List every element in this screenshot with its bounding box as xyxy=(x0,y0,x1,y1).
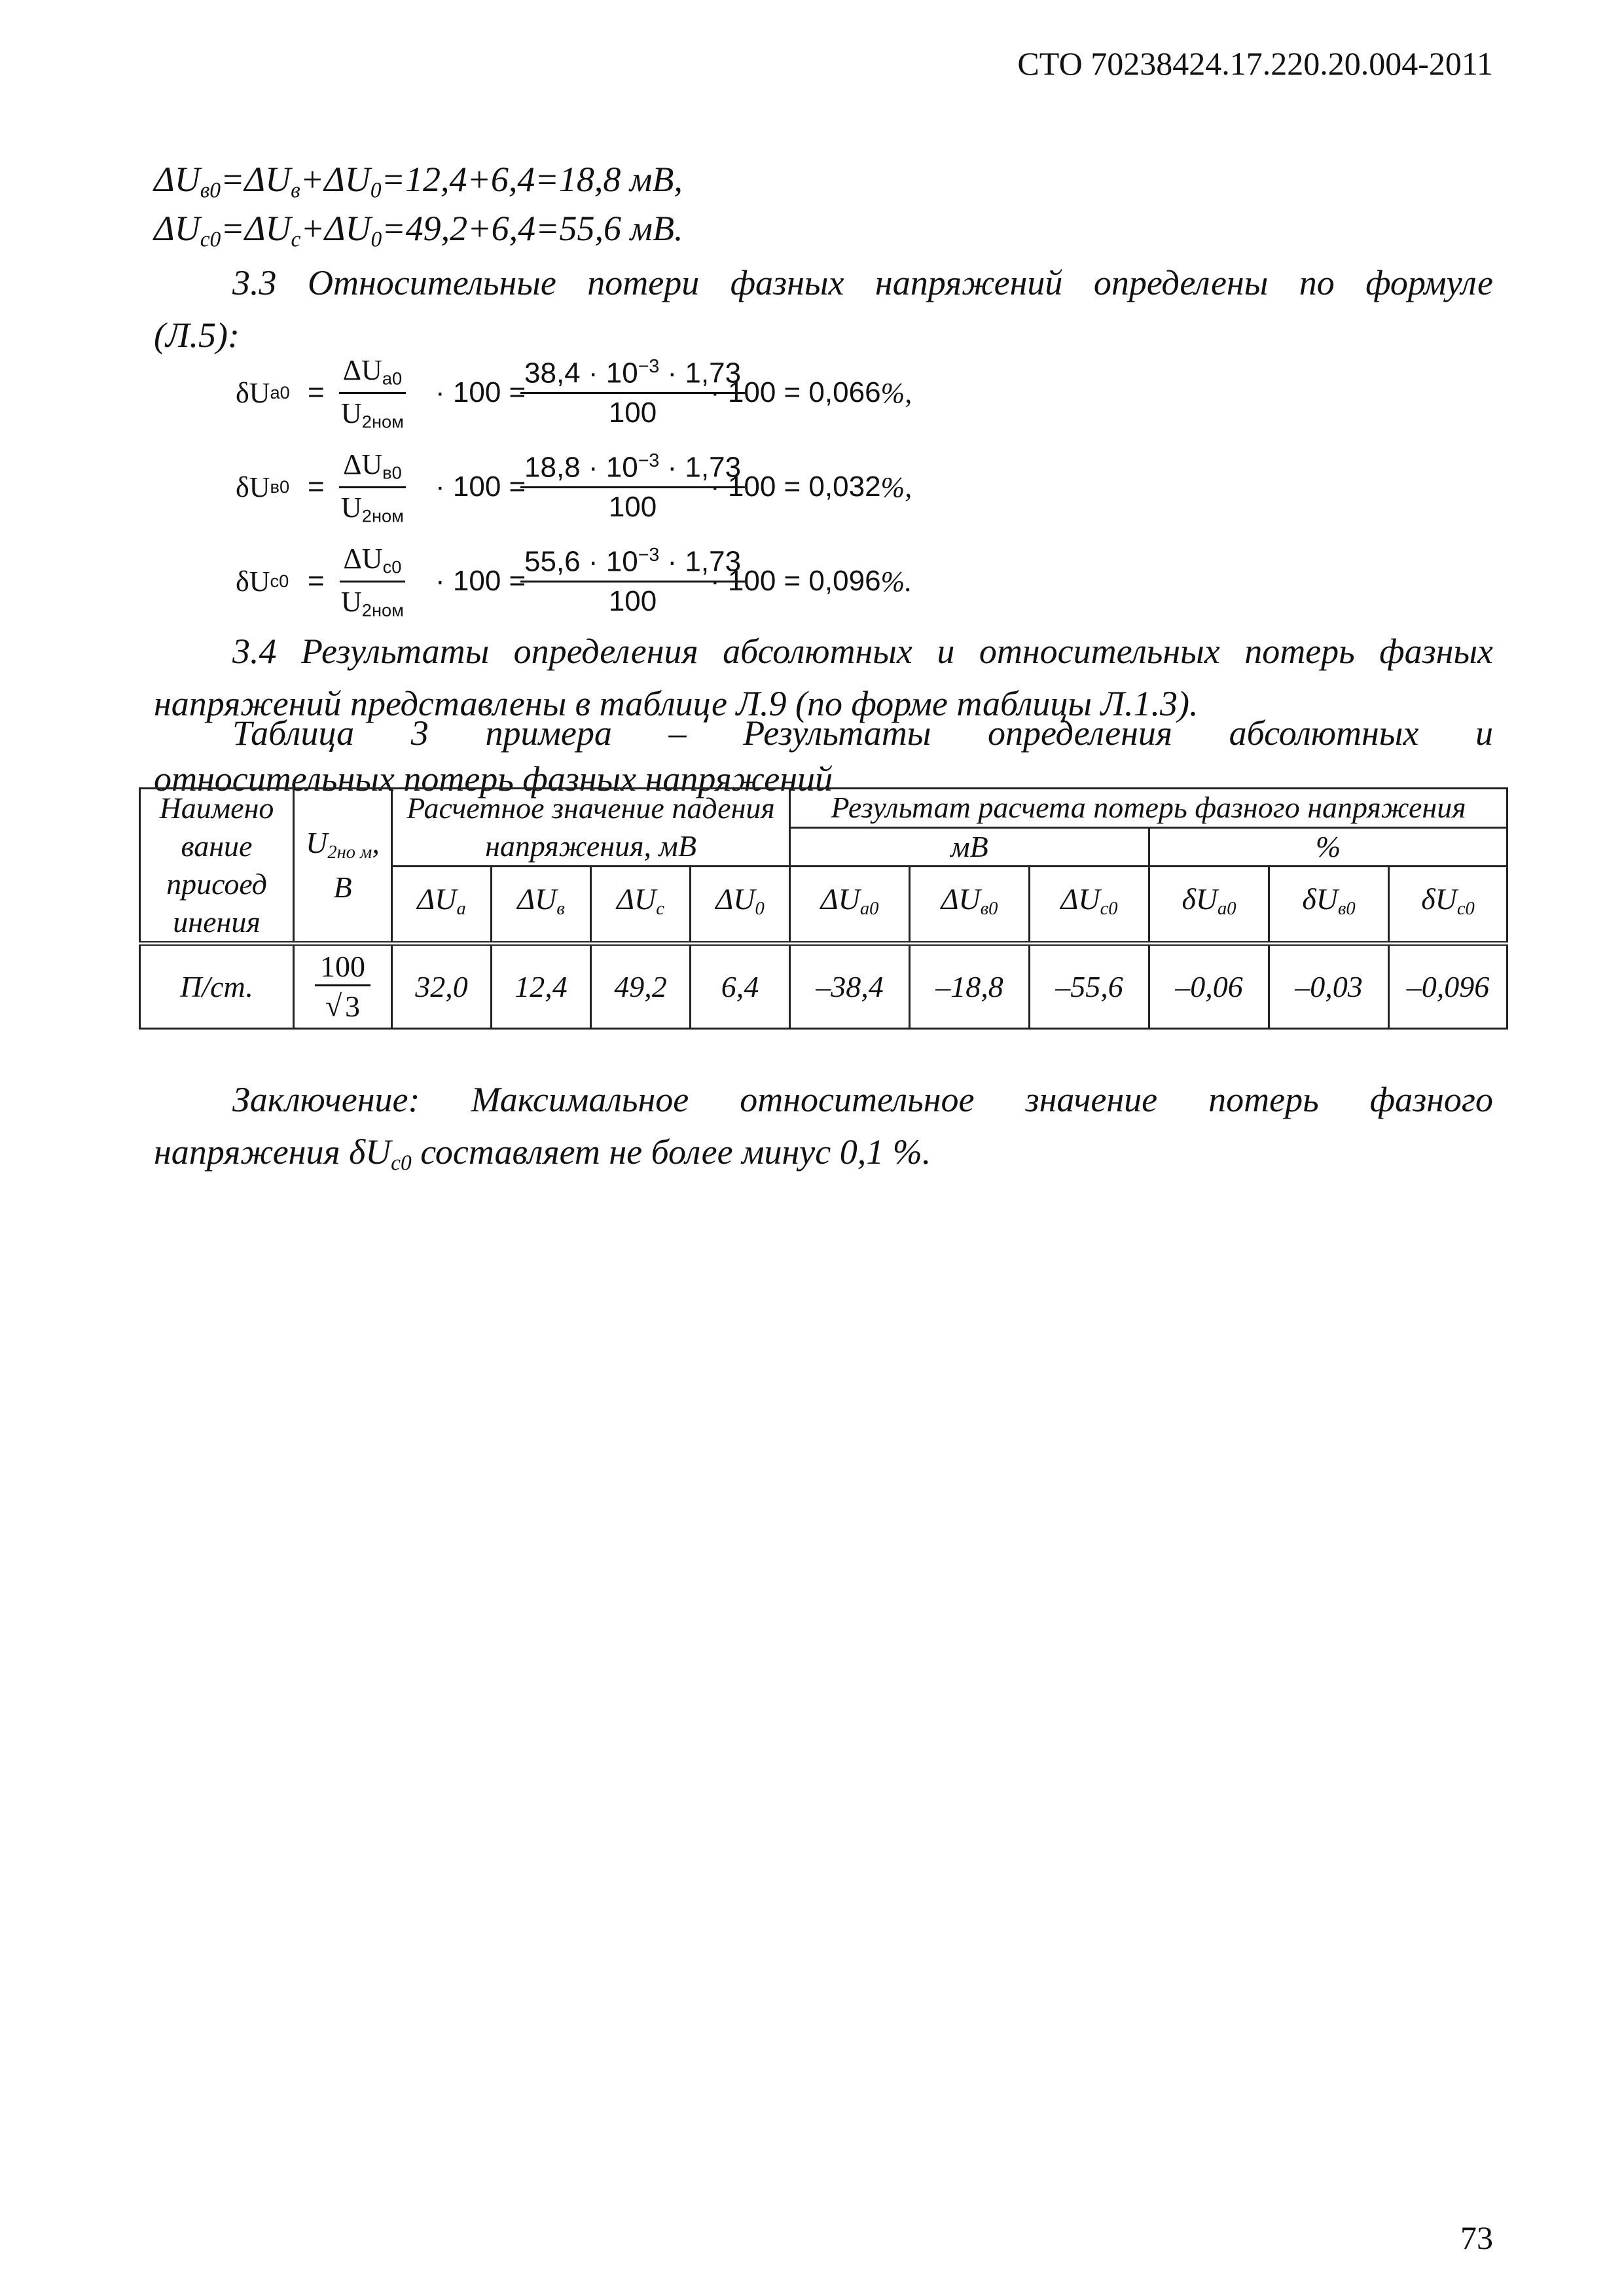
equals: = xyxy=(308,376,325,408)
equals: = xyxy=(308,471,325,503)
header-mv: мВ xyxy=(790,827,1149,867)
symbol: ΔU xyxy=(324,209,371,248)
header-calculated: Расчетное значение падения напряжения, мВ xyxy=(392,789,790,867)
table-cell: –55,6 xyxy=(1030,944,1149,1029)
conclusion xyxy=(154,1073,1493,1189)
document-code: СТО 70238424.17.220.20.004-2011 xyxy=(1017,45,1493,82)
formula-b0 xyxy=(236,441,1021,533)
subscript: 0 xyxy=(370,178,382,203)
header-result: Результат расчета потерь фазного напряжения xyxy=(790,789,1507,828)
subscript: в0 xyxy=(200,178,221,203)
conclusion-line: напряжения $\delta U_{с0}$ составляет не более минус 0,1 %. xyxy=(154,1132,931,1175)
col-header: $\Delta U_0$ xyxy=(691,867,790,944)
formula-lhs: δU в0 xyxy=(236,471,290,503)
symbol: ΔU xyxy=(244,160,291,199)
fraction: $\frac{\Delta U_{а0}}{U_{2ном}}$ xyxy=(337,347,408,439)
symbol: ΔU xyxy=(244,209,291,248)
col-header: $\delta U_{в0}$ xyxy=(1269,867,1389,944)
equals: = xyxy=(308,565,325,597)
header-name: Наимено вание присоед инения xyxy=(140,789,294,944)
results-table xyxy=(139,787,1508,1030)
symbol: ΔU xyxy=(154,160,200,199)
conclusion-line: Заключение: Максимальное относительное значение потерь фазного xyxy=(232,1080,1493,1119)
equation-line xyxy=(154,208,683,252)
table-cell: 6,4 xyxy=(691,944,790,1029)
formula-lhs: δU а0 xyxy=(236,376,290,409)
multiplier: · 100 = xyxy=(435,471,526,503)
symbol: ΔU xyxy=(324,160,370,199)
equals: = xyxy=(221,209,245,248)
caption-line: Таблица 3 примера – Результаты определения абсолютных и xyxy=(232,713,1493,753)
symbol: ΔU xyxy=(154,209,200,248)
caption-line: относительных потерь фазных напряжений xyxy=(154,759,833,798)
table-cell: –0,06 xyxy=(1149,944,1269,1029)
fraction: $\frac{38,4 \cdot 10^{-3} \cdot 1,73}{100}$ xyxy=(520,347,745,439)
paragraph-line: напряжений представлены в таблице Л.9 (по форме таблицы Л.1.3). xyxy=(154,684,1199,723)
col-header: $\Delta U_{а0}$ xyxy=(790,867,910,944)
table-row xyxy=(140,944,1507,1029)
header-percent: % xyxy=(1149,827,1507,867)
fraction: $\frac{18,8 \cdot 10^{-3} \cdot 1,73}{100}$ xyxy=(520,441,745,533)
multiplier: · 100 = xyxy=(435,376,526,408)
col-header: $\Delta U_в$ xyxy=(492,867,591,944)
page-number: 73 xyxy=(1460,2219,1493,2256)
col-header: $\delta U_{а0}$ xyxy=(1149,867,1269,944)
table-cell: 12,4 xyxy=(492,944,591,1029)
header-row xyxy=(140,789,1507,828)
fraction: $\frac{\Delta U_{в0}}{U_{2ном}}$ xyxy=(337,441,408,533)
plus: + xyxy=(300,209,325,248)
col-header: $\Delta U_{в0}$ xyxy=(910,867,1030,944)
table-cell: –38,4 xyxy=(790,944,910,1029)
plus: + xyxy=(300,160,325,199)
table-cell: 49,2 xyxy=(591,944,691,1029)
table-cell: –0,03 xyxy=(1269,944,1389,1029)
multiplier: · 100 = xyxy=(435,565,526,597)
col-header: $\Delta U_с$ xyxy=(591,867,691,944)
subscript: с0 xyxy=(200,227,221,252)
table-cell: –18,8 xyxy=(910,944,1030,1029)
equation-tail: =49,2+6,4=55,6 мВ. xyxy=(382,209,683,248)
equals: = xyxy=(220,160,245,199)
section-3-3 xyxy=(154,257,1493,361)
paragraph-line: 3.4 Результаты определения абсолютных и относительных потерь фазных xyxy=(232,632,1493,671)
equation-line xyxy=(154,159,683,203)
table-cell: 32,0 xyxy=(392,944,492,1029)
formula-lhs: δU с0 xyxy=(236,565,289,598)
equation-tail: =12,4+6,4=18,8 мВ, xyxy=(381,160,683,199)
result: · 100 = 0,032 %, xyxy=(710,471,912,503)
subscript: в xyxy=(291,178,300,203)
col-header: $\Delta U_{с0}$ xyxy=(1030,867,1149,944)
formula-a0 xyxy=(236,347,1021,439)
row-name: П/ст. xyxy=(140,944,294,1029)
col-header: $\Delta U_а$ xyxy=(392,867,492,944)
subscript: 0 xyxy=(370,227,382,252)
header-unom: $U_{2но м}$, В xyxy=(294,789,392,944)
fraction: $\frac{55,6 \cdot 10^{-3} \cdot 1,73}{100}$ xyxy=(520,535,745,627)
col-header: $\delta U_{с0}$ xyxy=(1389,867,1507,944)
row-unom: 100 √ 3 xyxy=(294,944,392,1029)
subscript: с xyxy=(291,227,301,252)
paragraph-line: (Л.5): xyxy=(154,315,240,355)
formula-c0 xyxy=(236,535,1021,627)
table-cell: –0,096 xyxy=(1389,944,1507,1029)
fraction: $\frac{\Delta U_{с0}}{U_{2ном}}$ xyxy=(337,535,408,627)
result: · 100 = 0,096 %. xyxy=(710,565,912,598)
paragraph-line: 3.3 Относительные потери фазных напряжений определены по формуле xyxy=(232,263,1493,302)
result: · 100 = 0,066 %, xyxy=(710,376,912,409)
